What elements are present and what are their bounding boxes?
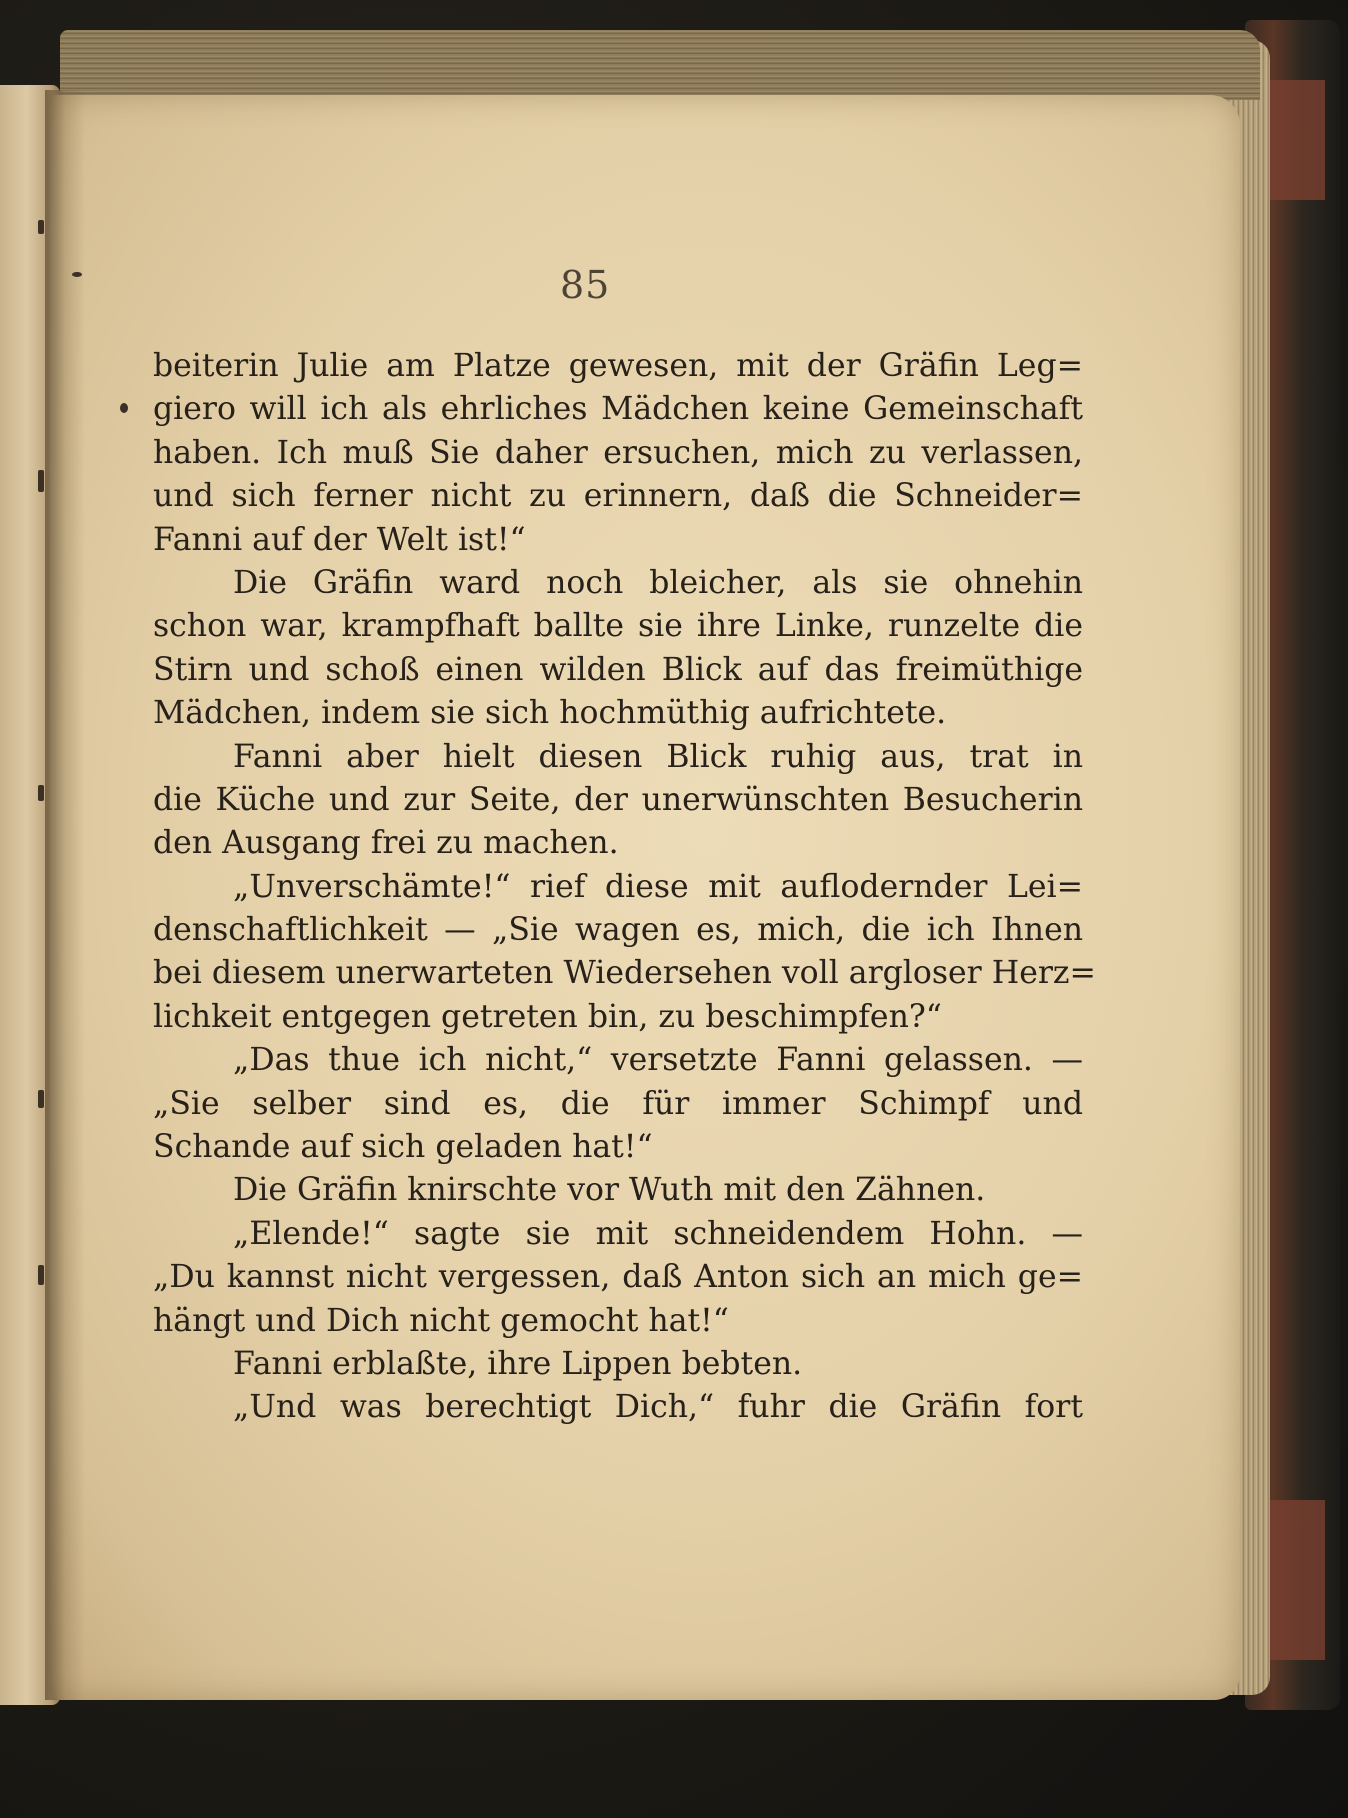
text-line: hängt und Dich nicht gemocht hat!“ <box>153 1302 729 1339</box>
facing-page-text-fragment <box>38 470 44 492</box>
paper-speck <box>72 272 82 277</box>
text-line: schon war, krampfhaft ballte sie ihre Linke, runzelte die <box>153 608 1083 645</box>
text-line: Schande auf sich geladen hat!“ <box>153 1129 653 1166</box>
text-line: „Du kannst nicht vergessen, daß Anton sich an mich ge= <box>153 1259 1083 1296</box>
text-line: Fanni aber hielt diesen Blick ruhig aus, trat in <box>233 738 1083 775</box>
cover-leather-patch <box>1265 1500 1325 1660</box>
text-line: denschaftlichkeit — „Sie wagen es, mich, die ich Ihnen <box>153 912 1083 949</box>
facing-page-text-fragment <box>38 1090 44 1108</box>
text-line: Stirn und schoß einen wilden Blick auf das freimüthige <box>153 651 1083 688</box>
cover-leather-patch <box>1265 80 1325 200</box>
page-number: 85 <box>560 263 611 307</box>
paper-speck <box>120 403 128 413</box>
text-line: giero will ich als ehrliches Mädchen keine Gemeinschaft <box>153 391 1083 428</box>
text-line: haben. Ich muß Sie daher ersuchen, mich zu verlassen, <box>153 434 1083 471</box>
page-edges-top <box>60 30 1260 100</box>
text-line: die Küche und zur Seite, der unerwünschten Besucherin <box>153 781 1083 818</box>
facing-page-text-fragment <box>38 220 44 234</box>
text-line: „Sie selber sind es, die für immer Schimpf und <box>153 1085 1083 1122</box>
text-line: „Elende!“ sagte sie mit schneidendem Hohn. — <box>233 1215 1083 1252</box>
text-line: „Unverschämte!“ rief diese mit auflodernder Lei= <box>233 868 1083 905</box>
text-line: beiterin Julie am Platze gewesen, mit der Gräfin Leg= <box>153 348 1083 384</box>
facing-page-text-fragment <box>38 785 44 801</box>
text-line: lichkeit entgegen getreten bin, zu beschimpfen?“ <box>153 998 942 1035</box>
text-line: Fanni erblaßte, ihre Lippen bebten. <box>233 1345 803 1382</box>
text-line: Fanni auf der Welt ist!“ <box>153 521 526 558</box>
text-line: Die Gräfin ward noch bleicher, als sie ohnehin <box>233 564 1083 601</box>
text-line: bei diesem unerwarteten Wiedersehen voll argloser Herz= <box>153 955 1096 992</box>
gutter-shadow <box>45 90 85 1700</box>
book-page <box>50 95 1240 1700</box>
text-line: Die Gräfin knirschte vor Wuth mit den Zähnen. <box>233 1172 986 1209</box>
text-line: und sich ferner nicht zu erinnern, daß die Schneider= <box>153 478 1083 515</box>
body-text <box>153 345 1096 1430</box>
text-line: „Und was berechtigt Dich,“ fuhr die Gräfin fort <box>233 1389 1083 1426</box>
facing-page-text-fragment <box>38 1265 44 1285</box>
text-line: Mädchen, indem sie sich hochmüthig aufrichtete. <box>153 695 947 732</box>
text-line: „Das thue ich nicht,“ versetzte Fanni gelassen. — <box>233 1042 1083 1079</box>
text-line: den Ausgang frei zu machen. <box>153 825 619 862</box>
